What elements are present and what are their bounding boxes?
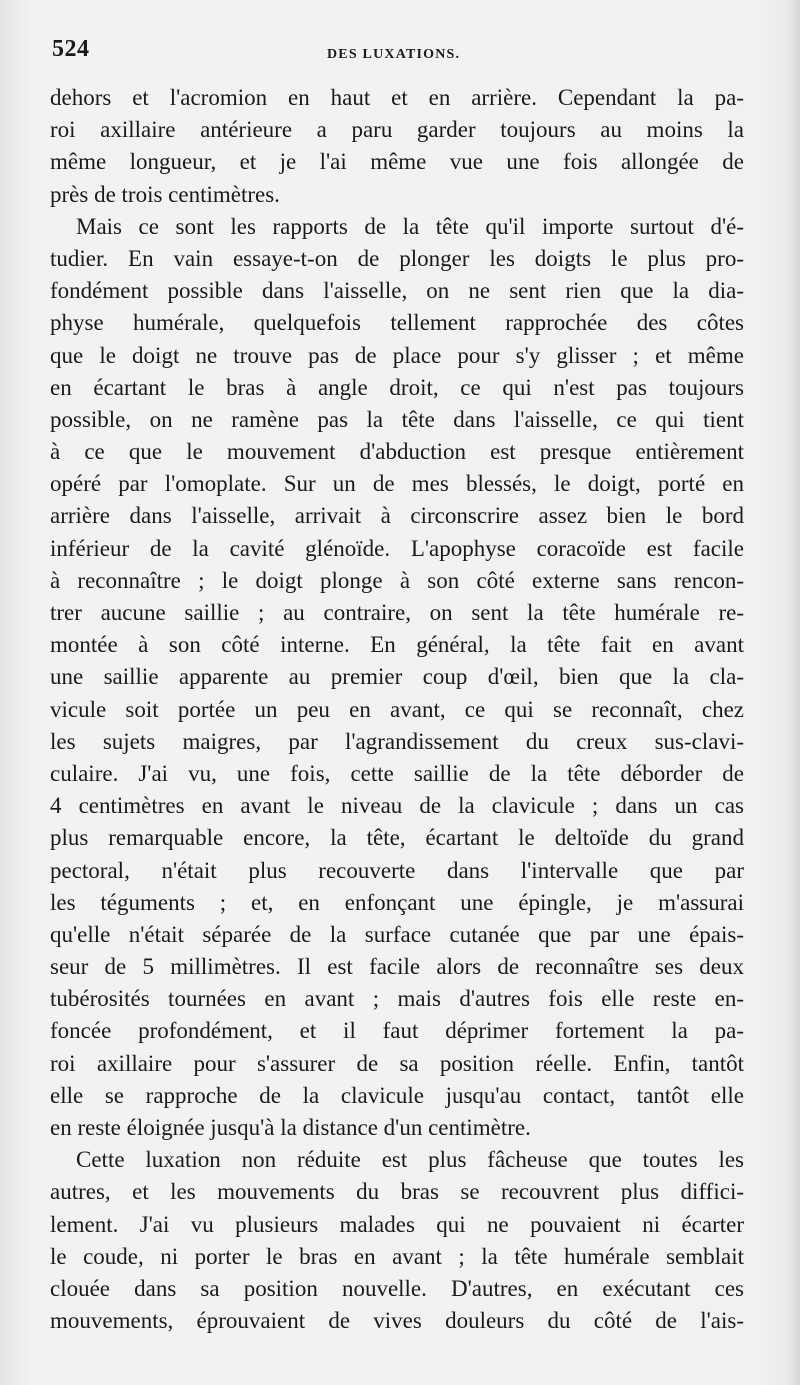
text-line: trer aucune saillie ; au contraire, on sent la tête humérale re- xyxy=(50,600,744,625)
text-line: que le doigt ne trouve pas de place pour s'y glisser ; et même xyxy=(50,342,744,368)
text-line: lement. J'ai vu plusieurs malades qui ne pouvaient ni écarter xyxy=(50,1211,744,1237)
paragraph xyxy=(50,82,744,211)
text-line: les sujets maigres, par l'agrandissement du creux sus-clavi- xyxy=(50,728,744,754)
text-line: mouvements, éprouvaient de vives douleurs du côté de l'ais- xyxy=(50,1308,744,1334)
text-line: arrière dans l'aisselle, arrivait à circonscrire assez bien le bord xyxy=(50,503,744,529)
text-line: elle se rapproche de la clavicule jusqu'au contact, tantôt elle xyxy=(50,1082,744,1108)
text-line: roi axillaire pour s'assurer de sa position réelle. Enfin, tantôt xyxy=(50,1050,744,1076)
text-line: pectoral, n'était plus recouverte dans l'intervalle que par xyxy=(50,857,744,883)
page-edge-shadow xyxy=(786,0,800,1385)
text-line: à reconnaître ; le doigt plonge à son côté externe sans rencon- xyxy=(50,567,744,593)
paragraph xyxy=(50,211,744,1144)
text-line: les téguments ; et, en enfonçant une épingle, je m'assurai xyxy=(50,889,744,915)
page-header xyxy=(52,36,746,76)
text-line: tubérosités tournées en avant ; mais d'autres fois elle reste en- xyxy=(50,986,744,1012)
text-line: 4 centimètres en avant le niveau de la clavicule ; dans un cas xyxy=(50,793,744,819)
text-line: foncée profondément, et il faut déprimer fortement la pa- xyxy=(50,1018,744,1044)
text-line: à ce que le mouvement d'abduction est presque entièrement xyxy=(50,439,744,465)
text-line: plus remarquable encore, la tête, écartant le deltoïde du grand xyxy=(50,825,744,851)
text-line: même longueur, et je l'ai même vue une fois allongée de xyxy=(50,149,744,175)
page-number: 524 xyxy=(52,36,90,62)
paragraph xyxy=(50,1144,744,1337)
text-line: vicule soit portée un peu en avant, ce qui se reconnaît, chez xyxy=(50,696,744,722)
text-line: le coude, ni porter le bras en avant ; la tête humérale semblait xyxy=(50,1243,744,1269)
text-line: fondément possible dans l'aisselle, on ne sent rien que la dia- xyxy=(50,278,744,304)
text-line: culaire. J'ai vu, une fois, cette saillie de la tête déborder de xyxy=(50,760,744,786)
text-line: autres, et les mouvements du bras se recouvrent plus diffici- xyxy=(50,1179,744,1205)
text-line: en écartant le bras à angle droit, ce qui n'est pas toujours xyxy=(50,374,744,400)
text-line: Mais ce sont les rapports de la tête qu'il importe surtout d'é- xyxy=(76,213,744,239)
text-line: inférieur de la cavité glénoïde. L'apophyse coracoïde est facile xyxy=(50,535,744,561)
text-line: clouée dans sa position nouvelle. D'autres, en exécutant ces xyxy=(50,1275,744,1301)
text-line: possible, on ne ramène pas la tête dans l'aisselle, ce qui tient xyxy=(50,406,744,432)
text-line: Cette luxation non réduite est plus fâcheuse que toutes les xyxy=(76,1147,744,1173)
text-line: physe humérale, quelquefois tellement rapprochée des côtes xyxy=(50,310,744,336)
text-line: montée à son côté interne. En général, la tête fait en avant xyxy=(50,632,744,658)
text-line: dehors et l'acromion en haut et en arrière. Cependant la pa- xyxy=(50,85,744,110)
text-line: tudier. En vain essaye-t-on de plonger les doigts le plus pro- xyxy=(50,245,744,271)
text-line: en reste éloignée jusqu'à la distance d'un centimètre. xyxy=(50,1115,531,1140)
text-line: près de trois centimètres. xyxy=(50,181,280,207)
text-line: roi axillaire antérieure a paru garder toujours au moins la xyxy=(50,117,744,143)
running-head: DES LUXATIONS. xyxy=(327,47,461,62)
text-line: une saillie apparente au premier coup d'œil, bien que la cla- xyxy=(50,664,744,690)
body-text xyxy=(50,82,744,1337)
text-line: qu'elle n'était séparée de la surface cutanée que par une épais- xyxy=(50,921,744,947)
text-line: opéré par l'omoplate. Sur un de mes blessés, le doigt, porté en xyxy=(50,471,744,497)
text-line: seur de 5 millimètres. Il est facile alors de reconnaître ses deux xyxy=(50,954,744,980)
